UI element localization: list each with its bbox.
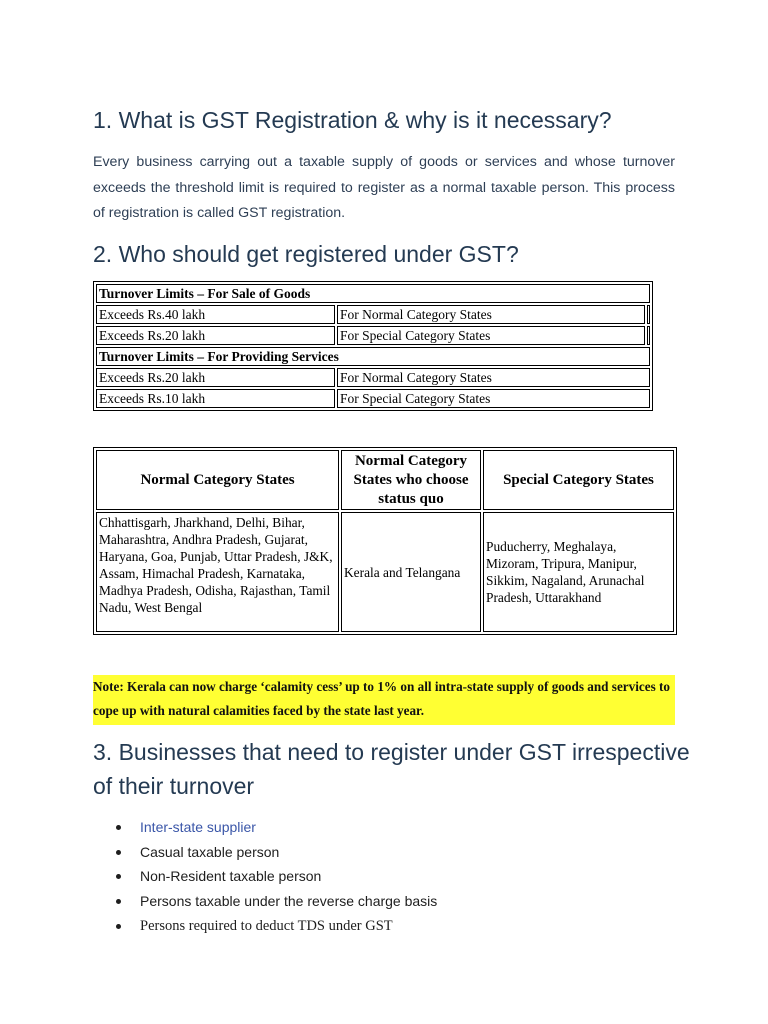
services-section-header: Turnover Limits – For Providing Services — [96, 347, 650, 366]
turnover-limit-cell: Exceeds Rs.20 lakh — [96, 368, 335, 387]
empty-cell — [647, 326, 650, 345]
goods-section-header: Turnover Limits – For Sale of Goods — [96, 284, 650, 303]
header-normal-category: Normal Category States — [96, 450, 339, 510]
empty-cell — [647, 305, 650, 324]
list-item-label: Casual taxable person — [140, 843, 280, 860]
section-1-paragraph: Every business carrying out a taxable supply of goods or services and whose turnover exceeds the threshold limit is required to register as a normal taxable person. This process of registration is called GST registration. — [93, 154, 675, 221]
table-row — [96, 305, 650, 324]
list-item — [93, 864, 437, 889]
section-2-heading: 2. Who should get registered under GST? — [93, 241, 519, 267]
list-item-label: Persons taxable under the reverse charge basis — [140, 893, 438, 910]
normal-states-cell: Chhattisgarh, Jharkhand, Delhi, Bihar, Maharashtra, Andhra Pradesh, Gujarat, Haryana, Goa, Punjab, Uttar Pradesh, J&K, Assam, Himachal Pradesh, Karnataka, Madhya Pradesh, Odisha, Rajasthan, Tamil Nadu, West Bengal — [96, 512, 339, 632]
state-category-cell: For Normal Category States — [337, 368, 650, 387]
list-item — [93, 889, 437, 914]
table-row — [96, 347, 650, 366]
state-category-cell: For Normal Category States — [337, 305, 645, 324]
state-category-cell: For Special Category States — [337, 389, 650, 408]
table-row — [96, 326, 650, 345]
list-item — [93, 840, 437, 865]
turnover-limit-cell: Exceeds Rs.10 lakh — [96, 389, 335, 408]
table-row — [96, 389, 650, 408]
bullet-icon — [116, 850, 121, 855]
turnover-limit-cell: Exceeds Rs.40 lakh — [96, 305, 335, 324]
state-category-cell: For Special Category States — [337, 326, 645, 345]
section-1-heading: 1. What is GST Registration & why is it necessary? — [93, 107, 612, 133]
bullet-icon — [116, 899, 121, 904]
list-item — [93, 914, 437, 939]
list-item-label: Non-Resident taxable person — [140, 868, 322, 885]
header-status-quo: Normal Category States who choose status quo — [341, 450, 481, 510]
status-quo-states-cell: Kerala and Telangana — [341, 512, 481, 632]
state-categories-table — [93, 447, 677, 635]
registration-required-list — [93, 815, 437, 938]
list-item-label: Persons required to deduct TDS under GST — [140, 917, 393, 934]
section-3-heading: 3. Businesses that need to register under GST irrespective of their turnover — [93, 739, 690, 799]
bullet-icon — [116, 874, 121, 879]
bullet-icon — [116, 924, 121, 929]
inter-state-supplier-link[interactable]: Inter-state supplier — [140, 819, 256, 835]
bullet-icon — [116, 825, 121, 830]
list-item[interactable] — [93, 815, 437, 840]
header-special-category: Special Category States — [483, 450, 674, 510]
turnover-limits-table — [93, 281, 653, 411]
table-row — [96, 368, 650, 387]
table-row — [96, 512, 674, 632]
turnover-limit-cell: Exceeds Rs.20 lakh — [96, 326, 335, 345]
special-states-cell: Puducherry, Meghalaya, Mizoram, Tripura, Manipur, Sikkim, Nagaland, Arunachal Pradesh, Uttarakhand — [483, 512, 674, 632]
table-row — [96, 284, 650, 303]
calamity-cess-note: Note: Kerala can now charge ‘calamity cess’ up to 1% on all intra-state supply of goods and services to cope up with natural calamities faced by the state last year. — [93, 675, 675, 725]
table-header-row — [96, 450, 674, 510]
